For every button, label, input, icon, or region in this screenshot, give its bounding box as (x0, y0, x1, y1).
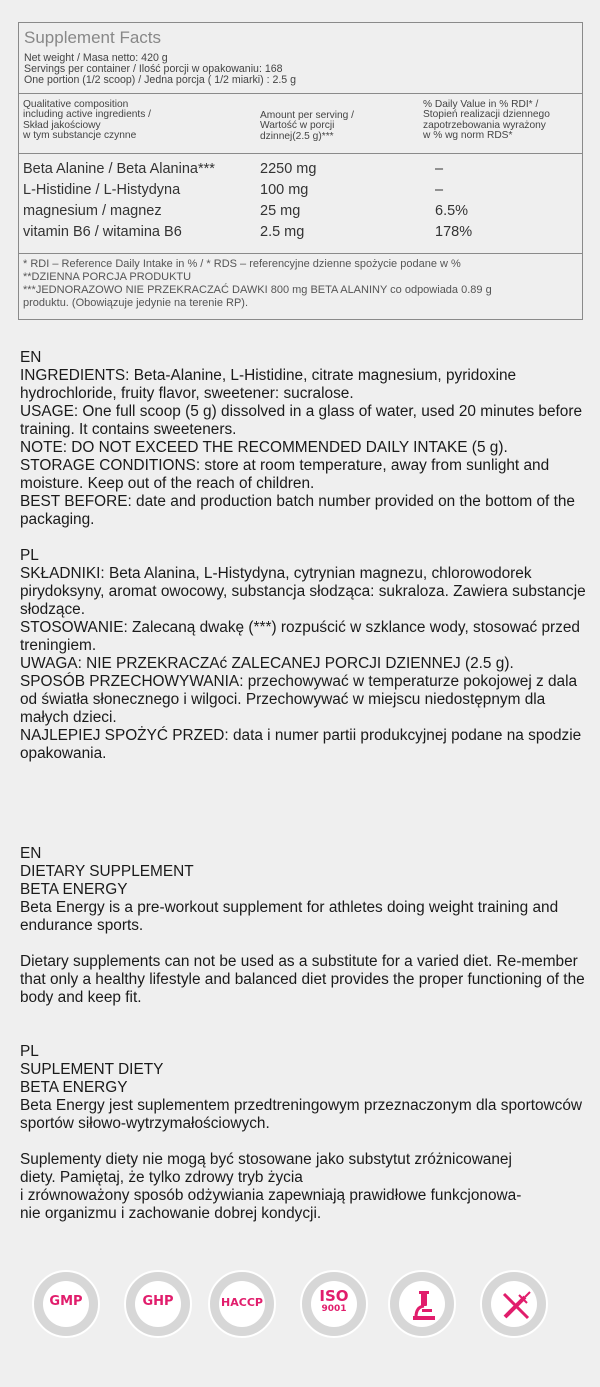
ingredients-text: INGREDIENTS: Beta-Alanine, L-Histidine, citrate magnesium, pyridoxine hydrochloride, fruity flavor, sweetener: sucralose. (20, 367, 517, 402)
spacer (20, 935, 588, 953)
warning-text: UWAGA: NIE PRZEKRACZAć ZALECANEJ PORCJI DZIENNEJ (2.5 g). (20, 655, 514, 672)
product-name: BETA ENERGY (20, 881, 128, 898)
lab-tested-microscope-icon: ★★★ (388, 1270, 456, 1338)
language-code: PL (20, 547, 39, 564)
note-text: NOTE: DO NOT EXCEED THE RECOMMENDED DAILY INTAKE (5 g). (20, 439, 508, 456)
ghp-badge-icon: GHP ★★★ (124, 1270, 192, 1338)
description-line: i zrównoważony sposób odżywiania zapewniają prawidłowe funkcjonowa- (20, 1187, 522, 1204)
usage-text: STOSOWANIE: Zalecaną dwakę (***) rozpuścić w szklance wody, stosować przed treningiem. (20, 619, 580, 654)
product-category: DIETARY SUPPLEMENT (20, 863, 194, 880)
ingredient-name: magnesium / magnez (23, 203, 162, 219)
haccp-badge-icon: HACCP ★★★ (208, 1270, 276, 1338)
language-code: EN (20, 349, 42, 366)
doping-free-syringe-icon: ★★★ (480, 1270, 548, 1338)
ingredient-rdi: – (435, 182, 444, 198)
pl-label-section (20, 547, 588, 763)
description-line: diety. Pamiętaj, że tylko zdrowy tryb życia (20, 1169, 303, 1186)
ingredients-text: SKŁADNIKI: Beta Alanina, L-Histydyna, cytrynian magnezu, chlorowodorek pirydoksyny, aromat owocowy, substancja słodząca: sukraloza. Zawiera substancje słodzące. (20, 565, 586, 618)
product-category: SUPLEMENT DIETY (20, 1061, 164, 1078)
column-header-rdi: % Daily Value in % RDI* / Stopień realizacji dziennego zapotrzebowania wyrażony w % wg norm RDS* (423, 99, 550, 142)
description-line: nie organizmu i zachowanie dobrej kondycji. (20, 1205, 322, 1222)
ingredient-rdi: 178% (435, 224, 473, 240)
column-header-composition: Qualitative composition including active ingredients / Skład jakościowy w tym substancje czynne (23, 99, 151, 142)
divider (19, 153, 582, 154)
spacer (20, 1133, 588, 1151)
description-paragraph: Dietary supplements can not be used as a substitute for a varied diet. Re-member that only a healthy lifestyle and balanced diet provides the proper functioning of the body and keep fit. (20, 953, 585, 1006)
servings-per-container: Servings per container / Ilość porcji w opakowaniu: 168 (24, 63, 283, 75)
certification-badges (0, 1270, 600, 1362)
ingredient-amount: 2250 mg (260, 161, 317, 177)
ingredient-amount: 100 mg (260, 182, 309, 198)
description-line: Suplementy diety nie mogą być stosowane jako substytut zróżnicowanej (20, 1151, 512, 1168)
ingredient-amount: 25 mg (260, 203, 301, 219)
usage-text: USAGE: One full scoop (5 g) dissolved in a glass of water, used 20 minutes before training. It contains sweeteners. (20, 403, 583, 438)
net-weight: Net weight / Masa netto: 420 g (24, 52, 168, 64)
ingredient-name: Beta Alanine / Beta Alanina*** (23, 161, 215, 177)
column-header-amount: Amount per serving / Wartość w porcji dzinnej(2.5 g)*** (260, 110, 354, 142)
storage-text: SPOSÓB PRZECHOWYWANIA: przechowywać w temperaturze pokojowej z dala od światła słonecznego i wilgoci. Przechowywać w miejscu niedostępnym dla małych dzieci. (20, 673, 578, 726)
divider (19, 93, 582, 94)
ingredient-rdi: – (435, 161, 444, 177)
ingredient-name: vitamin B6 / witamina B6 (23, 224, 182, 240)
pl-description-section (20, 1043, 588, 1223)
best-before-text: NAJLEPIEJ SPOŻYĆ PRZED: data i numer partii produkcyjnej podane na spodzie opakowania. (20, 727, 582, 762)
gmp-badge-icon: GMP ★★★ (32, 1270, 100, 1338)
en-label-section (20, 349, 588, 529)
ingredient-rdi: 6.5% (435, 203, 469, 219)
product-name: BETA ENERGY (20, 1079, 128, 1096)
description-paragraph: Beta Energy is a pre-workout supplement for athletes doing weight training and endurance sports. (20, 899, 559, 934)
facts-footnotes: * RDI – Reference Daily Intake in % / * RDS – referencyjne dzienne spożycie podane w % **DZIENNA PORCJA PRODUKTU ***JEDNORAZOWO NIE PRZEKRACZAĆ DAWKI 800 mg BETA ALANINY co odpowiada 0.89 g produktu. (Obowiązuje jedynie na terenie RP). (23, 258, 492, 309)
iso-badge-icon: ISO 9001 ★★★ (300, 1270, 368, 1338)
portion-size: One portion (1/2 scoop) / Jedna porcja ( 1/2 miarki) : 2.5 g (24, 74, 297, 86)
storage-text: STORAGE CONDITIONS: store at room temperature, away from sunlight and moisture. Keep out of the reach of children. (20, 457, 550, 492)
ingredient-name: L-Histidine / L-Histydyna (23, 182, 181, 198)
best-before-text: BEST BEFORE: date and production batch number provided on the bottom of the packaging. (20, 493, 575, 528)
description-paragraph: Beta Energy jest suplementem przedtreningowym przeznaczonym dla sportowców sportów siłowo-wytrzymałościowych. (20, 1097, 583, 1132)
facts-title: Supplement Facts (24, 28, 162, 47)
supplement-facts-panel (18, 22, 583, 320)
en-description-section (20, 845, 588, 1007)
divider (19, 253, 582, 254)
facts-meta (24, 53, 296, 86)
language-code: EN (20, 845, 42, 862)
language-code: PL (20, 1043, 39, 1060)
ingredient-amount: 2.5 mg (260, 224, 305, 240)
